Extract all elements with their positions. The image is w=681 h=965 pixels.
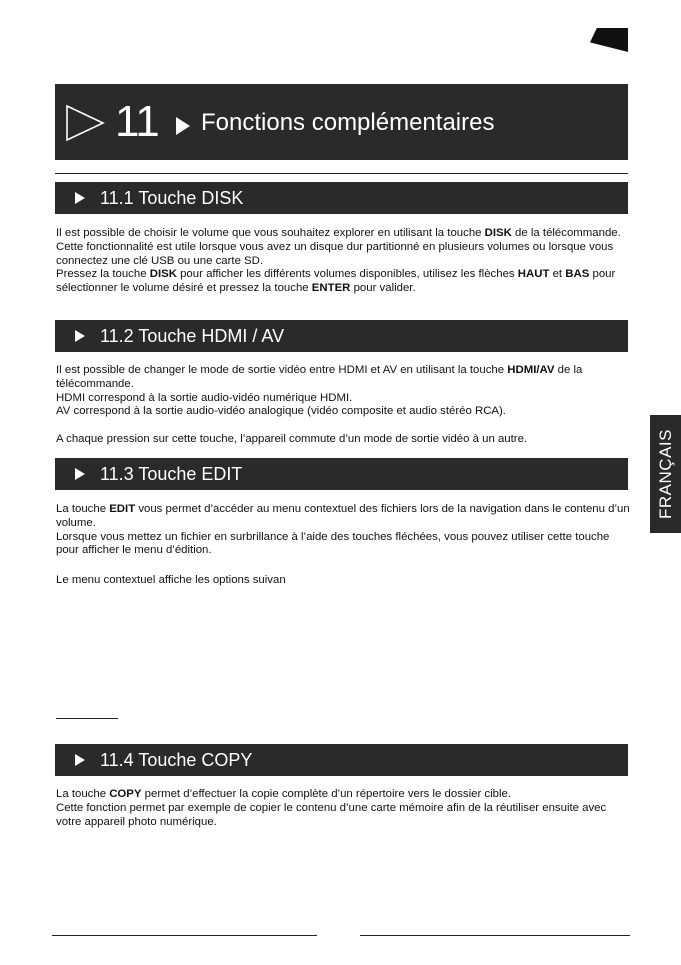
paragraph: Il est possible de changer le mode de sortie vidéo entre HDMI et AV en utilisant la touche HDMI/AV de la télécommande. HDMI correspond à la sortie audio-vidéo numérique HDMI. AV correspond à la sortie audio-vidéo analogique (vidéo composite et audio stéréo RCA). [56, 364, 583, 418]
section-heading-copy [55, 744, 628, 776]
play-triangle-icon [75, 192, 85, 204]
chapter-arrow-icon [65, 104, 105, 142]
paragraph: Il est possible de choisir le volume que vous souhaitez explorer en utilisant la touche DISK de la télécommande. Cette fonctionnalité est utile lorsque vous avez un disque dur partitionné en plusieurs volumes ou lorsque vous connectez une clé USB ou une carte SD. Pressez la touche DISK pour afficher les différents volumes disponibles, utilisez les flèches HAUT et BAS pour sélectionner le volume désiré et pressez la touche ENTER pour valider. [56, 227, 621, 295]
paragraph: La touche EDIT vous permet d’accéder au menu contextuel des fichiers lors de la navigation dans le contenu d’un volume. Lorsque vous mettez un fichier en surbrillance à l’aide des touches fléchées, vous pouvez utiliser cette touche pour afficher le menu d’édition. [56, 503, 630, 557]
section-heading-label: 11.3 Touche EDIT [100, 464, 243, 484]
footer-divider-left [52, 935, 317, 936]
paragraph: A chaque pression sur cette touche, l’appareil commute d’un mode de sortie vidéo à un autre. [56, 433, 528, 445]
language-tab [650, 415, 681, 533]
section-heading-label: 11.2 Touche HDMI / AV [100, 326, 285, 346]
paragraph: Le menu contextuel affiche les options suivan [56, 574, 286, 586]
play-triangle-icon [75, 468, 85, 480]
divider [56, 718, 118, 719]
paragraph: La touche COPY permet d’effectuer la copie complète d’un répertoire vers le dossier cible. Cette fonction permet par exemple de copier le contenu d’une carte mémoire afin de la réutiliser ensuite avec votre appareil photo numérique. [56, 788, 607, 828]
section-heading-edit [55, 458, 628, 490]
chapter-banner [55, 84, 628, 160]
chapter-title: Fonctions complémentaires [201, 109, 495, 136]
divider [55, 173, 628, 174]
chapter-number: 11 [115, 97, 159, 146]
play-triangle-icon [75, 754, 85, 766]
language-tab-label: FRANÇAIS [655, 429, 675, 519]
section-heading-label: 11.4 Touche COPY [100, 750, 253, 770]
play-triangle-icon [75, 330, 85, 342]
section-heading-label: 11.1 Touche DISK [100, 188, 244, 208]
section-heading-hdmi-av [55, 320, 628, 352]
section-heading-disk [55, 182, 628, 214]
page-corner-marker [590, 28, 628, 52]
play-triangle-icon [176, 117, 190, 135]
footer-divider-right [360, 935, 630, 936]
